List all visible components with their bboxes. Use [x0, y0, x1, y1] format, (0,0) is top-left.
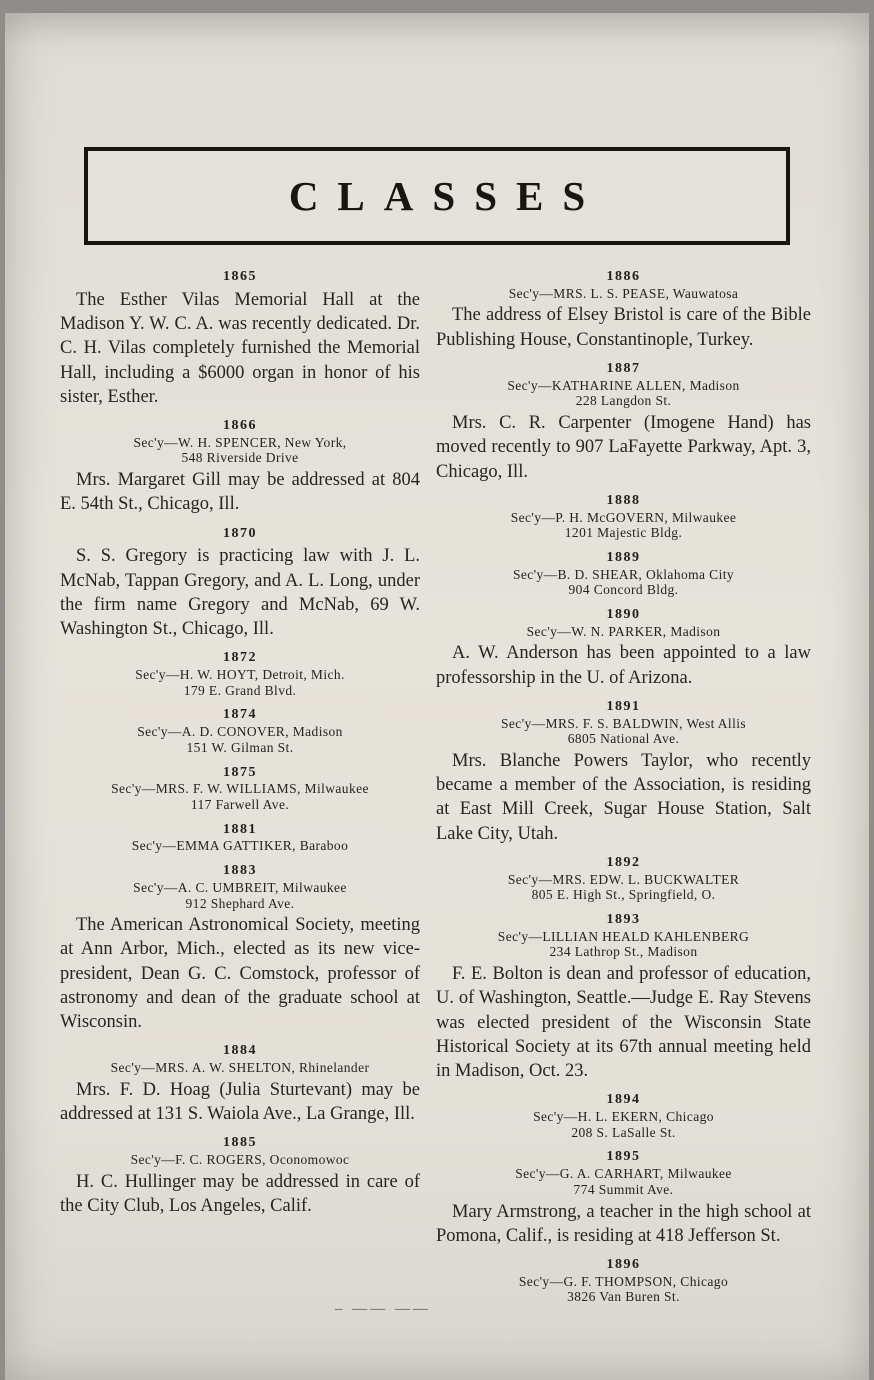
class-entry [60, 526, 420, 642]
class-entry [436, 1092, 811, 1140]
secretary-line: Sec'y—W. N. PARKER, Madison [526, 623, 721, 639]
class-entry [436, 607, 811, 690]
class-year: 1895 [606, 1149, 641, 1165]
class-year: 1884 [223, 1043, 257, 1059]
class-entry [436, 855, 811, 903]
entry-body: Mrs. F. D. Hoag (Julia Sturtevant) may be addressed at 131 S. Waiola Ave., La Grange, Ill. [60, 1079, 420, 1125]
class-year: 1889 [606, 549, 641, 565]
entry-body: Mrs. C. R. Carpenter (Imogene Hand) has moved recently to 907 LaFayette Parkway, Apt. 3, Chicago, Ill. [436, 413, 811, 482]
secretary-line: 151 W. Gilman St. [186, 739, 294, 755]
class-entry [436, 361, 811, 484]
page-title: CLASSES [288, 173, 605, 219]
entry-body: F. E. Bolton is dean and professor of education, U. of Washington, Seattle.—Judge E. Ray Stevens was elected president of the Wisconsin State Historical Society at its 67th annual meeting held in Madison, Oct. 23. [436, 964, 811, 1082]
class-year: 1888 [606, 492, 641, 508]
class-year: 1875 [223, 764, 257, 780]
secretary-line: 179 E. Grand Blvd. [183, 682, 297, 698]
class-year: 1872 [223, 650, 257, 666]
class-entry [436, 699, 811, 846]
class-entry [436, 269, 811, 352]
class-entry [60, 1135, 420, 1218]
secretary-line: 774 Summit Ave. [573, 1181, 674, 1197]
entry-body: Mrs. Margaret Gill may be addressed at 804 E. 54th St., Chicago, Ill. [60, 470, 420, 515]
secretary-line: Sec'y—MRS. EDW. L. BUCKWALTER [507, 871, 740, 887]
secretary-line: Sec'y—KATHARINE ALLEN, Madison [507, 377, 740, 393]
secretary-line: 234 Lathrop St., Madison [549, 944, 698, 960]
class-year: 1883 [223, 863, 257, 879]
secretary-line: 208 S. LaSalle St. [571, 1124, 676, 1140]
class-year: 1893 [606, 912, 641, 928]
class-entry [436, 1149, 811, 1248]
class-entry [436, 493, 811, 541]
class-year: 1865 [223, 269, 257, 284]
secretary-line: Sec'y—B. D. SHEAR, Oklahoma City [512, 566, 735, 582]
secretary-line: Sec'y—MRS. F. S. BALDWIN, West Allis [500, 715, 747, 731]
secretary-line: 117 Farwell Ave. [190, 796, 290, 812]
scanned-page [5, 13, 869, 1380]
class-entry [60, 1043, 420, 1126]
scan-artifact-marks: – —— —— [335, 1301, 431, 1317]
secretary-line: 912 Shephard Ave. [185, 895, 295, 911]
secretary-line: Sec'y—MRS. F. W. WILLIAMS, Milwaukee [111, 781, 369, 797]
secretary-line: 3826 Van Buren St. [567, 1289, 680, 1305]
class-year: 1887 [606, 360, 641, 376]
class-year: 1894 [606, 1092, 641, 1108]
entry-body: A. W. Anderson has been appointed to a law professorship in the U. of Arizona. [436, 643, 811, 688]
class-entry [60, 418, 420, 517]
class-year: 1892 [606, 854, 641, 870]
secretary-line: Sec'y—MRS. A. W. SHELTON, Rhinelander [110, 1060, 370, 1076]
secretary-line: Sec'y—H. W. HOYT, Detroit, Mich. [135, 667, 345, 683]
class-year: 1890 [606, 606, 641, 622]
class-entry [60, 765, 420, 813]
class-year: 1886 [606, 269, 641, 284]
secretary-line: Sec'y—A. C. UMBREIT, Milwaukee [133, 879, 347, 895]
column-left [60, 269, 420, 1305]
class-year: 1870 [223, 525, 257, 541]
secretary-line: Sec'y—W. H. SPENCER, New York, [133, 434, 347, 450]
entry-body: The American Astronomical Society, meeting at Ann Arbor, Mich., elected as its new vice-president, Dean G. C. Comstock, professor of astronomy and dean of the graduate school at Wisconsin. [60, 915, 420, 1033]
secretary-line: Sec'y—P. H. McGOVERN, Milwaukee [510, 509, 737, 525]
class-entry [60, 822, 420, 854]
columns-container [5, 245, 869, 1305]
class-year: 1881 [223, 821, 257, 837]
entry-body: H. C. Hullinger may be addressed in care of the City Club, Los Angeles, Calif. [60, 1171, 420, 1216]
secretary-line: 904 Concord Bldg. [568, 582, 679, 598]
title-box [84, 147, 790, 245]
column-right [436, 269, 811, 1305]
class-entry [60, 269, 420, 409]
class-entry [436, 550, 811, 598]
entry-body: The Esther Vilas Memorial Hall at the Madison Y. W. C. A. was recently dedicated. Dr. C. H. Vilas completely furnished the Memorial Hall, including a $6000 organ in honor of his sister, Esther. [60, 289, 420, 407]
class-year: 1866 [223, 417, 257, 433]
class-entry [436, 1257, 811, 1305]
class-entry [60, 650, 420, 698]
secretary-line: Sec'y—MRS. L. S. PEASE, Wauwatosa [508, 285, 739, 301]
secretary-line: 1201 Majestic Bldg. [564, 525, 683, 541]
secretary-line: Sec'y—A. D. CONOVER, Madison [137, 724, 343, 740]
class-year: 1874 [223, 707, 257, 723]
class-entry [60, 707, 420, 755]
entry-body: Mrs. Blanche Powers Taylor, who recently became a member of the Association, is residing at East Mill Creek, Sugar House Station, Salt Lake City, Utah. [436, 750, 811, 844]
secretary-line: Sec'y—G. F. THOMPSON, Chicago [518, 1273, 729, 1289]
class-year: 1891 [606, 698, 641, 714]
class-entry [60, 863, 420, 1034]
secretary-line: Sec'y—H. L. EKERN, Chicago [533, 1109, 714, 1125]
secretary-line: 805 E. High St., Springfield, O. [531, 887, 716, 903]
class-year: 1896 [606, 1257, 641, 1272]
secretary-line: 6805 National Ave. [567, 731, 680, 747]
entry-body: Mary Armstrong, a teacher in the high school at Pomona, Calif., is residing at 418 Jefferson St. [436, 1201, 811, 1246]
secretary-line: 228 Langdon St. [575, 393, 672, 409]
secretary-line: Sec'y—LILLIAN HEALD KAHLENBERG [497, 928, 750, 944]
secretary-line: 548 Riverside Drive [181, 450, 299, 466]
class-entry [436, 912, 811, 1083]
entry-body: The address of Elsey Bristol is care of the Bible Publishing House, Constantinople, Turkey. [436, 305, 811, 350]
entry-body: S. S. Gregory is practicing law with J. L. McNab, Tappan Gregory, and A. L. Long, under the firm name Gregory and McNab, 69 W. Washington St., Chicago, Ill. [60, 546, 420, 640]
secretary-line: Sec'y—G. A. CARHART, Milwaukee [515, 1166, 732, 1182]
secretary-line: Sec'y—F. C. ROGERS, Oconomowoc [130, 1152, 350, 1168]
class-year: 1885 [223, 1135, 257, 1151]
secretary-line: Sec'y—EMMA GATTIKER, Baraboo [131, 838, 349, 854]
